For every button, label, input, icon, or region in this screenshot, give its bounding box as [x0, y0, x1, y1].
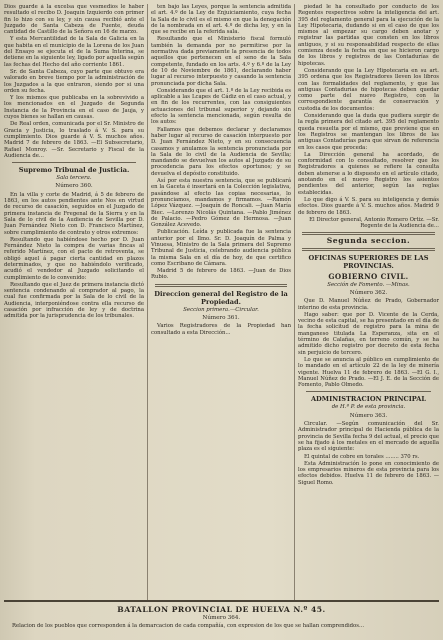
paragraph: Relacion de los pueblos que corresponden á la demarcacion de cada compañía, con expresion de los que se hallan comprendidos... [12, 623, 365, 629]
paragraph: Resultando que habiéndose hecho por D. Juan Fernández Nieto la compra de varias fincas al referido Martínez, con el pacto de retroventa, se obligó aquel á pagar cierta cantidad en plazos determinados, y que no habiéndolo verificado, acudió el vendedor al Juzgado solicitando el cumplimiento de lo convenido: [4, 236, 144, 281]
column-divider [294, 4, 295, 600]
paragraph: Considerando que el art. 1.º de la Ley recibida es aplicable a las Lcapes de Cádiz en el caso actual, y en fin de los recurrentes, con las consiguientes actuaciones del tribunal superior y dejando sin efecto la sentencia mencionada, según resulta de los autos: [151, 87, 291, 126]
dated-paragraph: Madrid 5 de febrero de 1863. —Juan de Dios Rubio. [151, 268, 291, 281]
paragraph: Dios guarde á la excelsa que vesmedios le haber resultado el recibo D. Joaquin Izquierdo con primer fin lo hizo con su ley, y sin causa recibió ante el Juzgado de Santa Cabeza de Fuente, deuda cantidad de Castillo de la Señora en 16 de marzo. [4, 4, 144, 36]
notice-number: Número 362. [349, 289, 388, 296]
paragraph: Resultando que el Juez de primera instancia dictó sentencia condenando al comprador al pago, la cual fue confirmada por la Sala de lo civil de la Audiencia, interponiéndose contra ella recurso de casación por infracción de ley y de doctrina admitida por la jurisprudencia de los tribunales. [4, 281, 144, 320]
paragraph: Sr. de Santa Cabeza, cuyo parte que obtuvo era valorado en breve tiempo por la administración de los Juzgados a la que entraron, siendo por si una orden su fecha. [4, 68, 144, 94]
section-subheading: de H.ª P. de esta provincia. [331, 404, 406, 411]
bottom-notice [4, 600, 439, 638]
column-3 [298, 4, 439, 600]
paragraph: Lo que digo á V. S. para su inteligencia y demás efectos. Dios guarde á V. S. muchos años. Madrid 9 de febrero de 1863. [298, 196, 439, 216]
section-banner: Segunda seccion. [326, 236, 411, 246]
price-line: El quintal de cobre en torales ........ 370 rs. [304, 453, 420, 460]
divider [302, 232, 435, 235]
paragraph: Y esta Mercantilidad de la Sala de Galicia en la que habita en el municipio de la Lorena de los Juan del Ensayo se ejecuta el de la Suma Interina, se detiene en la siguiente ley, ligado por aquella según las fechas del Hecho del año corriente 1861. [4, 36, 144, 68]
paragraph: Así por esta nuestra sentencia, que se publicará en la Gaceta é insertará en la Colección legislativa, pasándose al efecto las copias necesarias, lo pronunciamos, mandamos y firmamos. —Ramón López Vázquez. —Joaquín de Roncali. —Juan María Biec. —Lorenzo Nicolás Quintana. —Pablo Jiménez de Palacio. —Pedro Gómez de Hermosa. —Juan González Acevedo. [151, 178, 291, 229]
paragraph: Hago saber: que por D. Vicente de la Cerda, vecino de esta capital, se ha presentado en el día de la fecha solicitud de registro para la mina de manganeso titulada La Esperanza, sita en el término de Calañas, en terreno común, y se ha admitido dicho registro por decreto de esta fecha sin perjuicio de tercero. [298, 311, 439, 356]
paragraph: Circular. —Según comunicación del Sr. Administrador principal de Hacienda pública de la provincia de Sevilla fecha 9 del actual, el precio que se ha fijado á los metales en el mercado de aquella plaza es el siguiente: [298, 421, 439, 453]
section-subheading: Seccion primera.—Circular. [183, 306, 259, 313]
paragraph: Fallamos que debemos declarar y declaramos haber lugar al recurso de casación interpuesto por D. Juan Fernández Nieto, y en su consecuencia casamos y anulamos la sentencia pronunciada por la Sala de lo civil de la Audiencia de Sevilla; mandando se devuelvan los autos al Juzgado de su procedencia para los efectos oportunos; y se devuelva el depósito constituido. [151, 126, 291, 177]
dated-paragraph: De Real orden, comunicada por el Sr. Ministro de Gracia y Justicia, lo traslado á V. S. para su cumplimiento. Dios guarde á V. S. muchos años. Madrid 7 de febrero de 1863. —El Subsecretario, Rafael Monroy. —Sr. Secretario y Fiscal de la Audiencia de... [4, 121, 144, 159]
divider [12, 162, 136, 163]
paragraph: Considerando que la Ley Hipotecaria en su art. 395 ordena que los Registradores lleven los libros con las formalidades del reglamento, y que las antiguas Contadurías de hipotecas deben quedar como parte del nuevo Registro, con la correspondiente garantía de conservación y custodia de los documentos: [298, 67, 439, 112]
divider [155, 284, 287, 287]
column-2 [151, 4, 291, 600]
notice-number: Número 360. [55, 183, 93, 190]
section-heading: OFICINAS SUPERIORES DE LAS PROVINCIAS. [308, 253, 429, 270]
paragraph: Que D. Manuel Núñez de Prado, Gobernador interino de esta provincia. [298, 298, 439, 311]
paragraph: Lo que se anuncia al público en cumplimiento de lo mandado en el artículo 22 de la ley de minería vigente. Huelva 11 de febrero de 1863. —El G. I., Manuel Núñez de Prado. —El J. E. de la Sección de Fomento, Pablo Olmedo. [298, 356, 439, 389]
paragraph: Varios Registradores de la Propiedad han consultado a esta Dirección... [151, 323, 291, 336]
section-subheading: Sala tercera. [56, 175, 92, 182]
paragraph: Y los mismos que publicaba en la sobrevivido a los mencionados en el Juzgado de Segunda Instancia de la Provincia en el caso de Jauja, y cuyos bienes se hallan en causas. [4, 95, 144, 121]
section-subheading: Sección de Fomento. —Minas. [327, 281, 410, 288]
section-heading: Direccion general del Registro de la Propiedad. [154, 289, 288, 306]
paragraph: En la villa y corte de Madrid, á 5 de febrero de 1863, en los autos pendientes ante Nos en virtud de recurso de casación, seguidos en el Juzgado de primera instancia de Fregenal de la Sierra y en la Sala de lo civil de la Audiencia de Sevilla por D. Juan Fernández Nieto con D. Francisco Martínez, sobre cumplimiento de contrato y otros extremos: [4, 191, 144, 236]
column-divider [147, 4, 148, 600]
notice-number: Número 361. [202, 315, 240, 322]
section-heading: ADMINISTRACION PRINCIPAL [310, 395, 427, 404]
notice-number: Número 363. [349, 412, 388, 419]
paragraph: Publicación. Leída y publicada fue la sentencia anterior por el Ilmo. Sr. D. Joaquín de Palma y Vinuesa, Ministro de la Sala primera del Supremo Tribunal de Justicia, celebrando audiencia pública la misma Sala en el día de hoy, de que certifico como Escribano de Cámara. [151, 229, 291, 267]
column-1 [4, 4, 144, 600]
signature: El Director general, Antonio Romero Ortiz. —Sr. Regente de la Audiencia de... [309, 216, 439, 230]
notice-number: Número 364. [202, 615, 241, 621]
divider [302, 248, 435, 251]
paragraph: Esta Administración lo pone en conocimiento de los empresarios mineros de esta provincia para los efectos debidos. Huelva 11 de febrero de 1863. —Siguel Romo. [298, 460, 439, 486]
paragraph: La Dirección general ha acordado, de conformidad con lo consultado, resolver que los Registradores a quienes se refiere la consulta deben atenerse a lo dispuesto en el artículo citado, anotando en el nuevo Registro los asientos pendientes del anterior, según las reglas establecidas. [298, 151, 439, 196]
divider [306, 391, 431, 392]
notice-title: BATALLON PROVINCIAL DE HUELVA N.º 45. [117, 605, 326, 614]
paragraph: Resultando que el Ministerio fiscal formuló también la demanda por no permitirse por la normativa dada previamente la presencia de todos aquellos que pertenecen en el seno de la Sala competente, fundado en los arts. 4.º y 6.º de la Ley de 10 de Noviembre de 1861, declarando haber lugar al recurso interpuesto y casando la sentencia pronunciada por dicha Sala. [151, 36, 291, 87]
paragraph: piedad le ha consultado por conducto de los Regentes respectivos sobre la inteligencia del art. 395 del reglamento general para la ejecución de la Ley Hipotecaria, dudando si en el caso de que los mismos al empezar su cargo deben anotar y registrar las partidas que consten en los libros antiguos, y si su responsabilidad respecto de ellas comienza desde la fecha en que se hicieron cargo de los libros y registros de las Contadurías de hipotecas. [298, 4, 439, 67]
section-heading: Supremo Tribunal de Justicia. [18, 166, 130, 175]
paragraph: ten bajo las Leyes, porque la sentencia admitida el art. 4.º de la Ley de Enjuiciamiento, cuya fecha la Sala de lo civil es el mismo en que la denegación de la nombrada en el art. 4.º de dicha ley, y en la que se recibe en la referida sala. [151, 4, 291, 36]
paragraph: Considerando que la duda que pudiera surgir de la regla primera del citado art. 395 del reglamento queda resuelta por el mismo, que previene que en los Registros se mantengan los libros de las antiguas Contadurías para que sirvan de referencia en los casos que proceda: [298, 113, 439, 151]
government-heading: GOBIERNO CIVIL. [328, 271, 409, 281]
